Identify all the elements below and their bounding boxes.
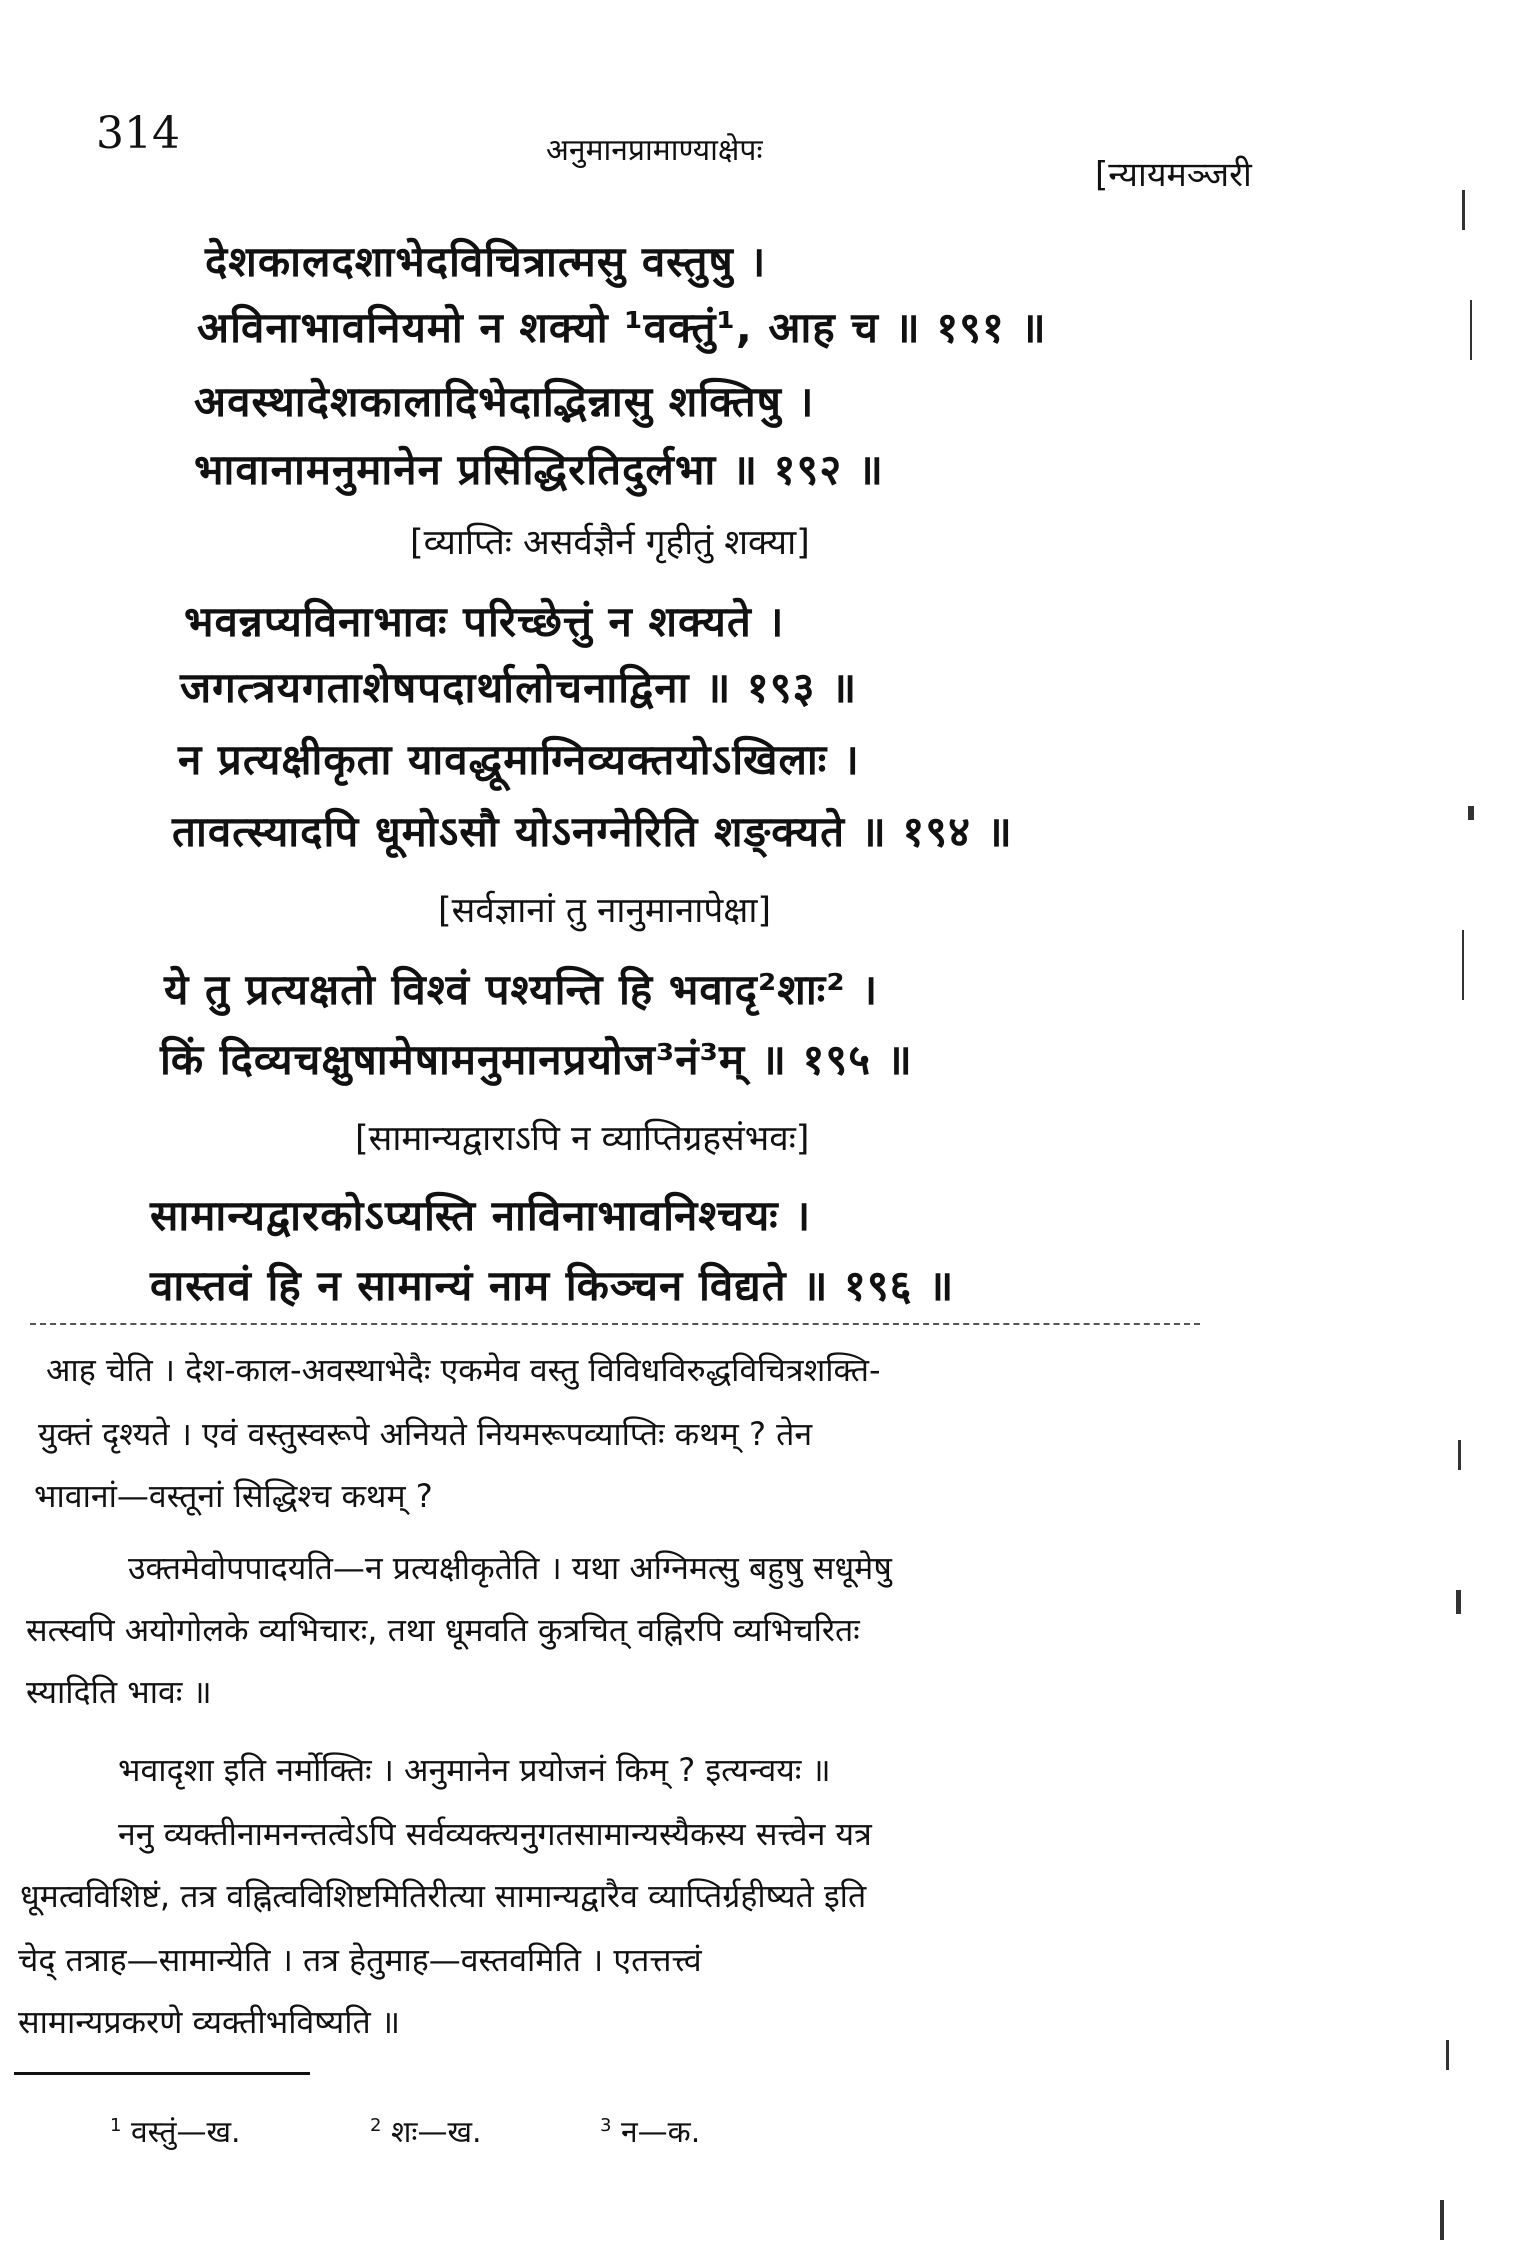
commentary-line-9: धूमत्वविशिष्टं, तत्र वह्नित्वविशिष्टमितिरीत्या सामान्यद्वारैव व्याप्तिर्ग्रहीष्यते इति	[20, 1877, 867, 1915]
commentary-line-5: सत्स्वपि अयोगोलके व्यभिचारः, तथा धूमवति कुत्रचित् वह्निरपि व्यभिचरितः	[26, 1611, 860, 1649]
running-title: अनुमानप्रामाण्याक्षेपः	[546, 133, 763, 168]
scan-mark	[1470, 300, 1472, 360]
section-heading-2: [सर्वज्ञानां तु नानुमानापेक्षा]	[438, 891, 772, 931]
footnote-1-text: वस्तुं—ख.	[131, 2115, 241, 2150]
scan-mark	[1440, 2200, 1444, 2240]
scan-mark	[1458, 1440, 1461, 1470]
commentary-line-3: भावानां—वस्तूनां सिद्धिश्च कथम् ?	[34, 1477, 433, 1515]
footnote-1	[110, 2110, 241, 2151]
footnote-3-text: न—क.	[621, 2115, 701, 2150]
commentary-line-2: युक्तं दृश्यते । एवं वस्तुस्वरूपे अनियते नियमरूपव्याप्तिः कथम् ? तेन	[38, 1415, 813, 1453]
verse-193-line-2: जगत्त्रयगताशेषपदार्थालोचनाद्विना ॥ १९३ ॥	[180, 663, 858, 712]
commentary-line-4: उक्तमेवोपपादयति—न प्रत्यक्षीकृतेति । यथा अग्निमत्सु बहुषु सधूमेषु	[128, 1549, 892, 1587]
scan-mark	[1456, 1590, 1461, 1614]
footnote-rule	[14, 2072, 310, 2075]
verse-193-line-1: भवन्नप्यविनाभावः परिच्छेत्तुं न शक्यते ।	[184, 597, 785, 646]
scan-mark	[1462, 930, 1464, 1000]
commentary-line-10: चेद् तत्राह—सामान्येति । तत्र हेतुमाह—वस्तवमिति । एतत्तत्त्वं	[18, 1941, 702, 1979]
page-number: 314	[96, 108, 180, 159]
footnote-2	[370, 2110, 482, 2151]
footnote-1-mark: 1	[110, 2115, 122, 2136]
verse-195-line-2: किं दिव्यचक्षुषामेषामनुमानप्रयोज³नं³म् ॥ १९५ ॥	[160, 1035, 913, 1084]
verse-192-line-2: भावानामनुमानेन प्रसिद्धिरतिदुर्लभा ॥ १९२ ॥	[194, 445, 884, 494]
verse-195-line-1: ये तु प्रत्यक्षतो विश्वं पश्यन्ति हि भवादृ²शाः² ।	[164, 965, 879, 1014]
book-title: [न्यायमञ्जरी	[1095, 155, 1252, 195]
section-heading-3: [सामान्यद्वाराऽपि न व्याप्तिग्रहसंभवः]	[355, 1119, 810, 1159]
commentary-line-1: आह चेति । देश-काल-अवस्थाभेदैः एकमेव वस्तु विविधविरुद्धविचित्रशक्ति-	[46, 1351, 881, 1389]
commentary-line-11: सामान्यप्रकरणे व्यक्तीभविष्यति ॥	[18, 2003, 401, 2041]
verse-191-line-1: देशकालदशाभेदविचित्रात्मसु वस्तुषु ।	[205, 237, 767, 286]
scan-mark	[1468, 806, 1474, 820]
verse-191-line-2: अविनाभावनियमो न शक्यो ¹वक्तुं¹, आह च ॥ १९१ ॥	[197, 303, 1047, 352]
scan-mark	[1462, 190, 1465, 230]
verse-commentary-divider	[30, 1323, 1200, 1325]
scan-mark	[1446, 2040, 1449, 2070]
commentary-line-6: स्यादिति भावः ॥	[26, 1673, 212, 1711]
verse-196-line-2: वास्तवं हि न सामान्यं नाम किञ्चन विद्यते ॥ १९६ ॥	[150, 1261, 955, 1310]
commentary-line-7: भवादृशा इति नर्मोक्तिः । अनुमानेन प्रयोजनं किम् ? इत्यन्वयः ॥	[118, 1751, 831, 1789]
verse-196-line-1: सामान्यद्वारकोऽप्यस्ति नाविनाभावनिश्चयः ।	[150, 1191, 812, 1240]
footnote-2-text: शः—ख.	[391, 2115, 482, 2150]
footnote-3-mark: 3	[600, 2115, 612, 2136]
verse-194-line-1: न प्रत्यक्षीकृता यावद्धूमाग्निव्यक्तयोऽखिलाः ।	[178, 735, 860, 784]
commentary-line-8: ननु व्यक्तीनामनन्तत्वेऽपि सर्वव्यक्त्यनुगतसामान्यस्यैकस्य सत्त्वेन यत्र	[118, 1815, 872, 1853]
footnote-2-mark: 2	[370, 2115, 382, 2136]
verse-192-line-1: अवस्थादेशकालादिभेदाद्भिन्नासु शक्तिषु ।	[194, 377, 815, 426]
footnote-3	[600, 2110, 700, 2151]
verse-194-line-2: तावत्स्यादपि धूमोऽसौ योऽनग्नेरिति शङ्क्यते ॥ १९४ ॥	[172, 807, 1013, 856]
section-heading-1: [व्याप्तिः असर्वज्ञैर्न गृहीतुं शक्या]	[410, 523, 810, 563]
